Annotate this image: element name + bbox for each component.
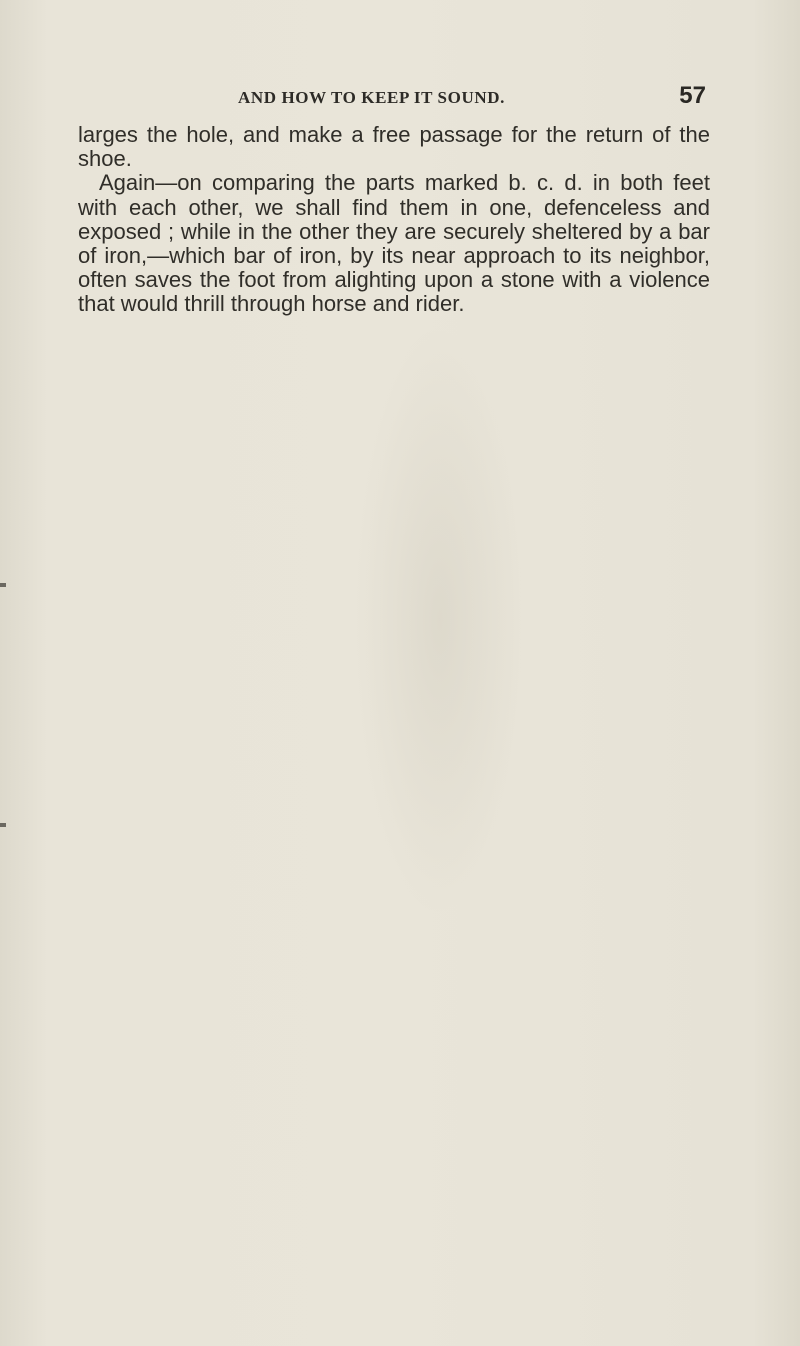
margin-mark bbox=[0, 583, 6, 587]
margin-mark bbox=[0, 823, 6, 827]
page-header bbox=[78, 84, 710, 114]
running-head: AND HOW TO KEEP IT SOUND. bbox=[238, 88, 505, 107]
page-number: 57 bbox=[679, 82, 706, 109]
paragraph-again: Again—on comparing the parts marked b. c. d. in both feet with each other, we shall find them in one, defenceless and exposed ; while in the other they are securely sheltered by a bar of iron,—which bar of iron, by its near approach to its neighbor, often saves the foot from alighting upon a stone with a violence that would thrill through horse and rider. bbox=[78, 170, 710, 317]
body-text bbox=[78, 123, 710, 317]
paragraph-continuation: larges the hole, and make a free passage for the return of the shoe. bbox=[78, 122, 710, 172]
